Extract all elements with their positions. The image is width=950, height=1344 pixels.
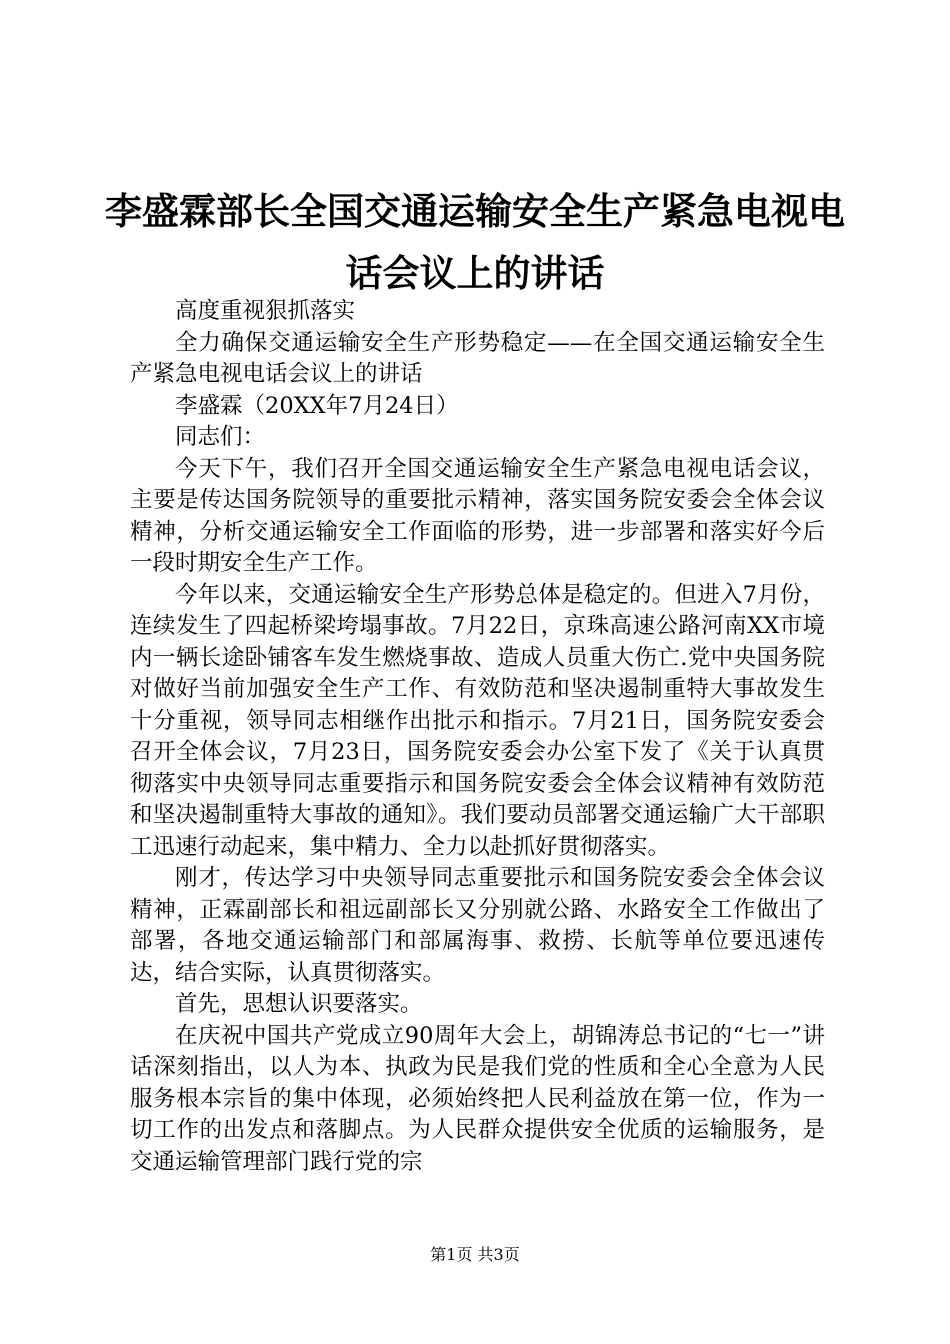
paragraph: 今天下午，我们召开全国交通运输安全生产紧急电视电话会议，主要是传达国务院领导的重要批示精神，落实国务院安委会全体会议精神，分析交通运输安全工作面临的形势，进一步部署和落实好今后一段时期安全生产工作。 — [130, 455, 825, 576]
document-body — [130, 296, 825, 1178]
subtitle-slogan: 高度重视狠抓落实 — [175, 298, 356, 324]
section-heading: 首先，思想认识要落实。 — [175, 991, 423, 1017]
paragraph: 在庆祝中国共产党成立90周年大会上，胡锦涛总书记的“七一”讲话深刻指出，以人为本、执政为民是我们党的性质和全心全意为人民服务根本宗旨的集中体现，必须始终把人民利益放在第一位，作为一切工作的出发点和落脚点。为人民群众提供安全优质的运输服务，是交通运输管理部门践行党的宗 — [130, 1022, 825, 1175]
salutation: 同志们： — [175, 424, 266, 450]
document-title-line-2: 话会议上的讲话 — [345, 252, 605, 295]
document-title-line-1: 李盛霖部长全国交通运输安全生产紧急电视电 — [105, 190, 845, 233]
author-date: 李盛霖（20XX年7月24日） — [175, 392, 459, 419]
page-footer: 第1页 共3页 — [430, 1245, 520, 1264]
paragraph: 今年以来，交通运输安全生产形势总体是稳定的。但进入7月份，连续发生了四起桥梁垮塌事故。7月22日，京珠高速公路河南XX市境内一辆长途卧铺客车发生燃烧事故、造成人员重大伤亡.党中央国务院对做好当前加强安全生产工作、有效防范和坚决遏制重特大事故发生十分重视，领导同志相继作出批示和指示。7月21日，国务院安委会召开全体会议，7月23日，国务院安委会办公室下发了《关于认真贯彻落实中央领导同志重要指示和国务院安委会全体会议精神有效防范和坚决遏制重特大事故的通知》。我们要动员部署交通运输广大干部职工迅速行动起来，集中精力、全力以赴抓好贯彻落实。 — [130, 581, 825, 860]
subtitle-heading: 全力确保交通运输安全生产形势稳定——在全国交通运输安全生产紧急电视电话会议上的讲话 — [130, 329, 825, 387]
paragraph: 刚才，传达学习中央领导同志重要批示和国务院安委会全体会议精神，正霖副部长和祖远副部长又分别就公路、水路安全工作做出了部署，各地交通运输部门和部属海事、救捞、长航等单位要迅速传达，结合实际，认真贯彻落实。 — [130, 865, 825, 986]
